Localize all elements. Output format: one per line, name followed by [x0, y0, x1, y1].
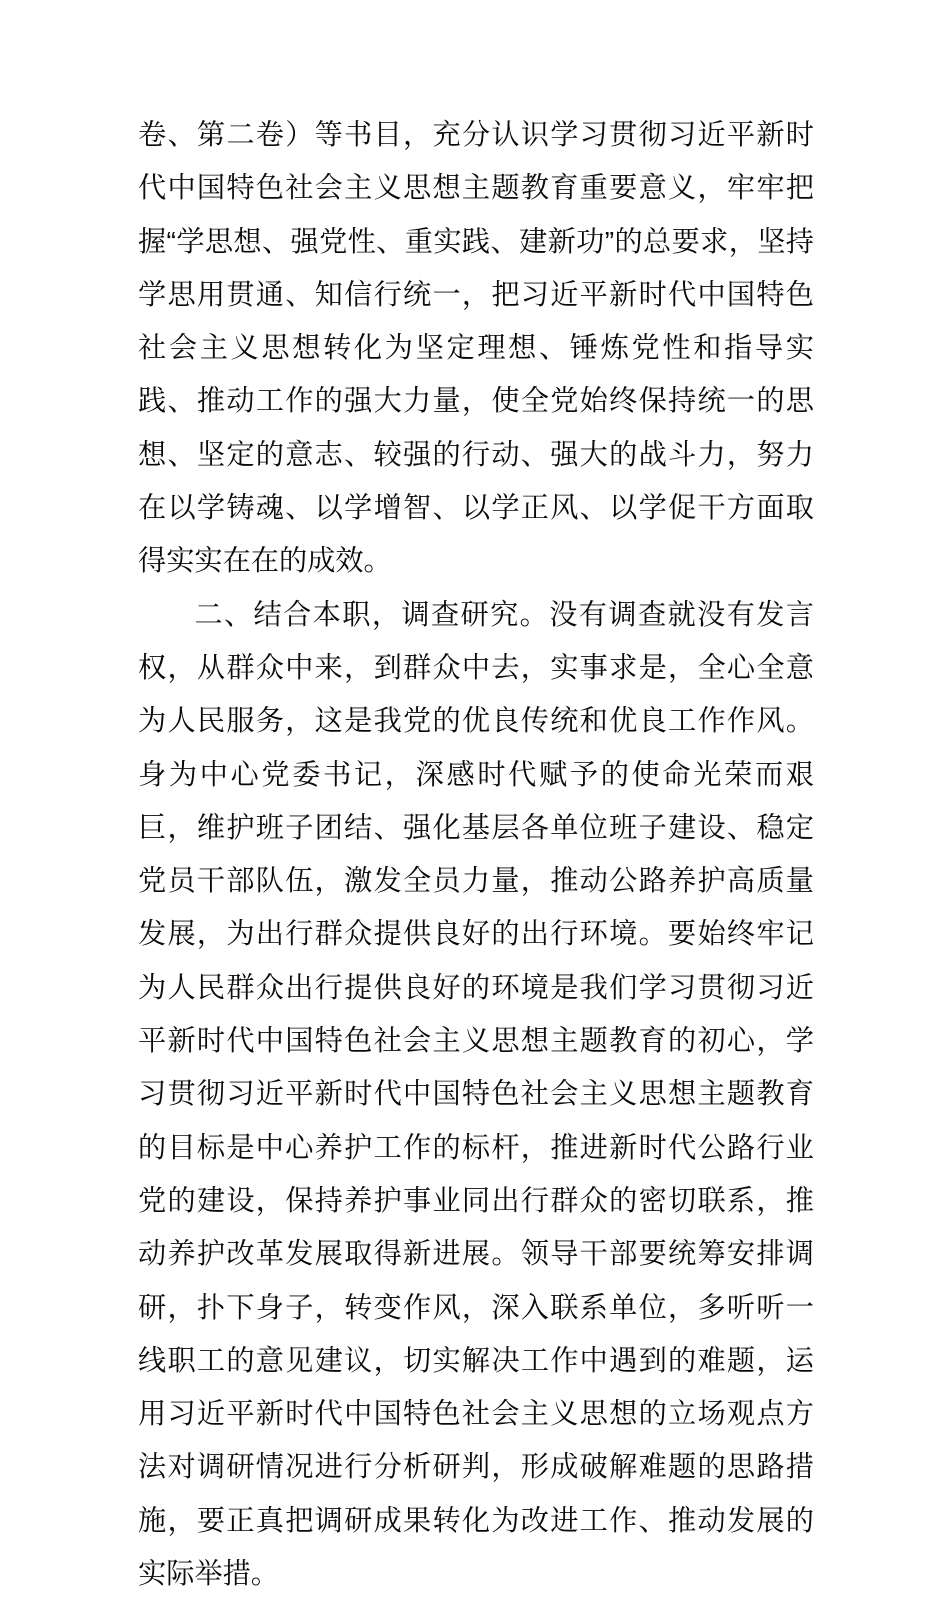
document-body	[138, 108, 814, 1600]
paragraph-continued: 卷、第二卷）等书目，充分认识学习贯彻习近平新时代中国特色社会主义思想主题教育重要意义，牢牢把握“学思想、强党性、重实践、建新功”的总要求，坚持学思用贯通、知信行统一，把习近平新时代中国特色社会主义思想转化为坚定理想、锤炼党性和指导实践、推动工作的强大力量，使全党始终保持统一的思想、坚定的意志、较强的行动、强大的战斗力，努力在以学铸魂、以学增智、以学正风、以学促干方面取得实实在在的成效。	[138, 118, 814, 577]
paragraph-section-two: 二、结合本职，调查研究。没有调查就没有发言权，从群众中来，到群众中去，实事求是，全心全意为人民服务，这是我党的优良传统和优良工作作风。身为中心党委书记，深感时代赋予的使命光荣而艰巨，维护班子团结、强化基层各单位班子建设、稳定党员干部队伍，激发全员力量，推动公路养护高质量发展，为出行群众提供良好的出行环境。要始终牢记为人民群众出行提供良好的环境是我们学习贯彻习近平新时代中国特色社会主义思想主题教育的初心，学习贯彻习近平新时代中国特色社会主义思想主题教育的目标是中心养护工作的标杆，推进新时代公路行业党的建设，保持养护事业同出行群众的密切联系，推动养护改革发展取得新进展。领导干部要统筹安排调研，扑下身子，转变作风，深入联系单位，多听听一线职工的意见建议，切实解决工作中遇到的难题，运用习近平新时代中国特色社会主义思想的立场观点方法对调研情况进行分析研判，形成破解难题的思路措施，要正真把调研成果转化为改进工作、推动发展的实际举措。	[138, 597, 814, 1590]
